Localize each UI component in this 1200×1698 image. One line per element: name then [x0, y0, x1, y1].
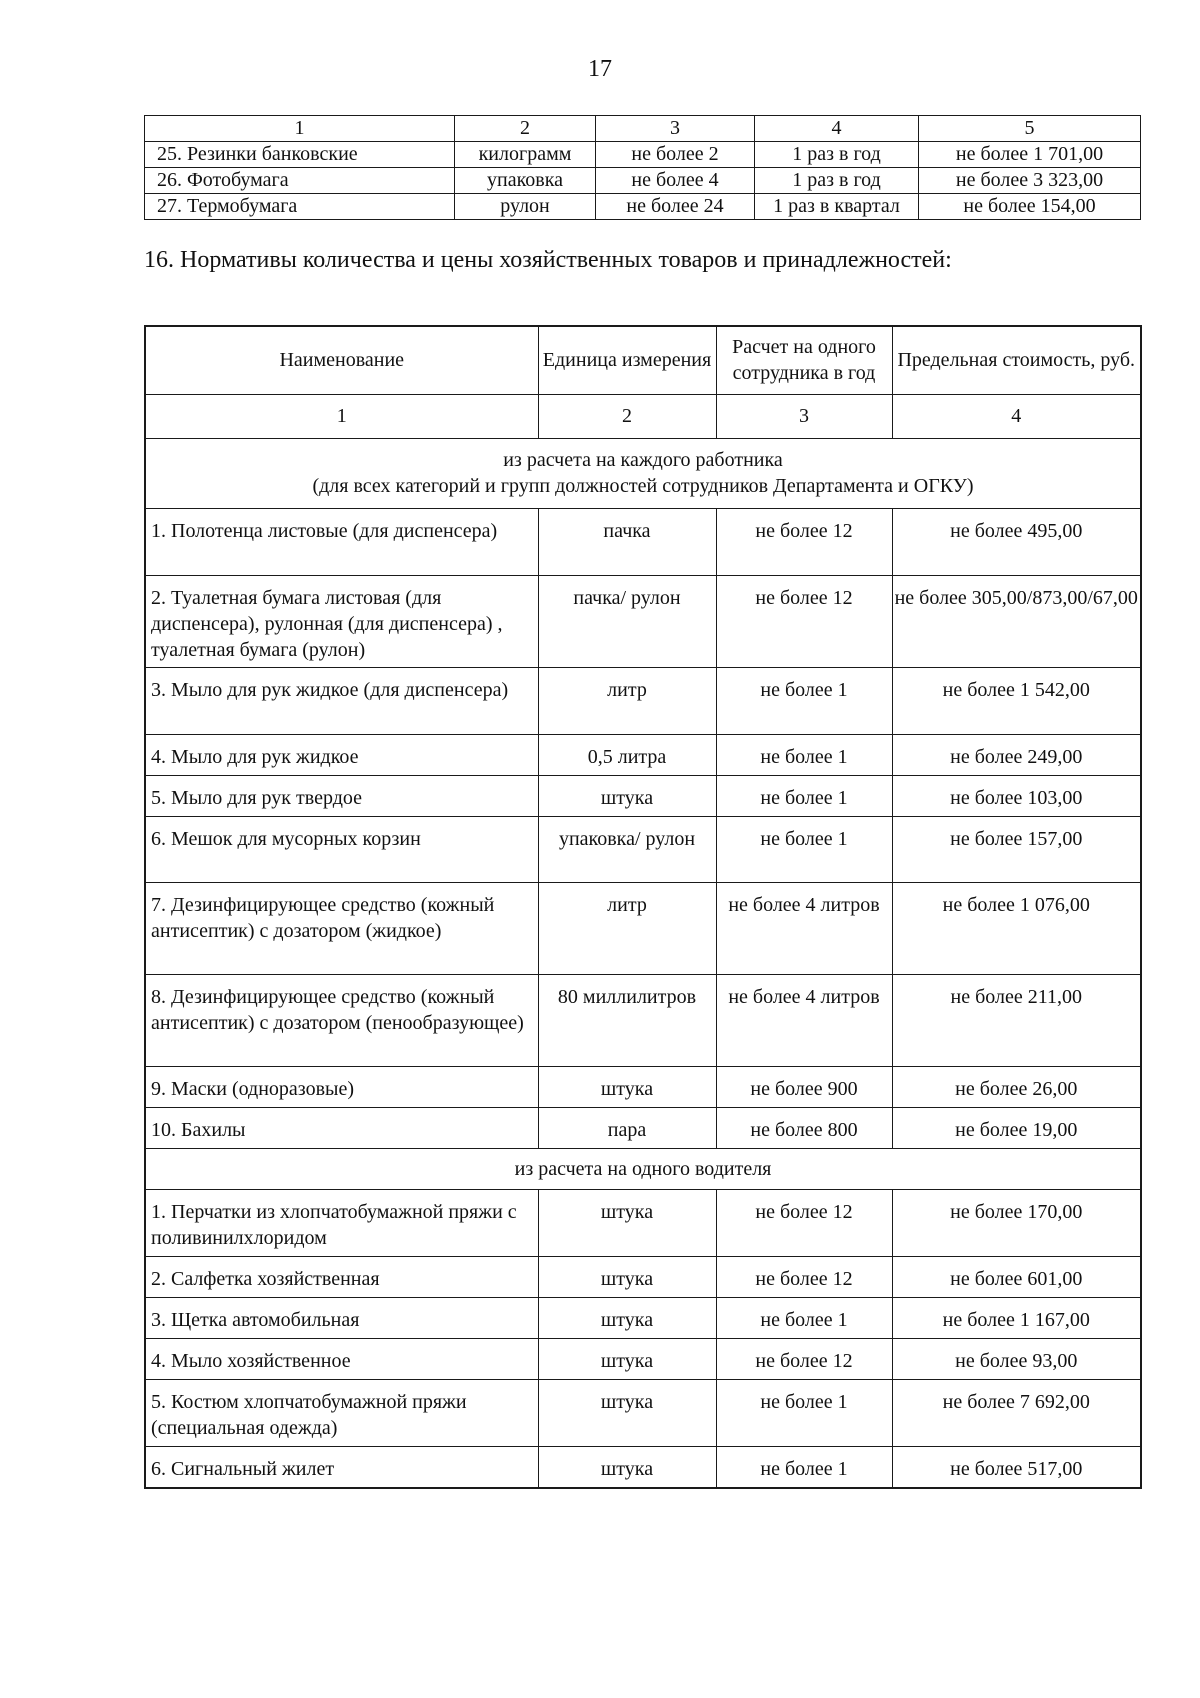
item-quantity: не более 12: [716, 1338, 892, 1379]
column-number: 2: [455, 116, 596, 142]
item-price: не более 1 701,00: [919, 142, 1141, 168]
item-price: не более 601,00: [892, 1256, 1141, 1297]
table-row: [145, 667, 1141, 734]
item-price: не более 26,00: [892, 1066, 1141, 1107]
item-price: не более 249,00: [892, 734, 1141, 775]
table-row: [145, 194, 1141, 220]
header-max-cost: Предельная стоимость, руб.: [892, 326, 1141, 394]
item-price: не более 1 076,00: [892, 882, 1141, 974]
item-unit: 0,5 литра: [538, 734, 716, 775]
table-row: [145, 1297, 1141, 1338]
item-name: 1. Перчатки из хлопчатобумажной пряжи с поливинилхлоридом: [145, 1189, 538, 1256]
item-unit: штука: [538, 1066, 716, 1107]
item-quantity: не более 4: [596, 168, 755, 194]
table-row: [145, 168, 1141, 194]
item-unit: пара: [538, 1107, 716, 1148]
item-name: 4. Мыло для рук жидкое: [145, 734, 538, 775]
item-name: 6. Сигнальный жилет: [145, 1446, 538, 1488]
item-price: не более 1 542,00: [892, 667, 1141, 734]
column-number: 1: [145, 116, 455, 142]
item-quantity: не более 12: [716, 1189, 892, 1256]
item-price: не более 157,00: [892, 816, 1141, 882]
driver-rows: [145, 1189, 1141, 1488]
table-row: [145, 142, 1141, 168]
item-name: 5. Мыло для рук твердое: [145, 775, 538, 816]
column-number-row: [145, 116, 1141, 142]
item-name: 10. Бахилы: [145, 1107, 538, 1148]
item-quantity: не более 1: [716, 1297, 892, 1338]
item-name: 9. Маски (одноразовые): [145, 1066, 538, 1107]
item-quantity: не более 800: [716, 1107, 892, 1148]
item-unit: штука: [538, 1338, 716, 1379]
item-quantity: не более 1: [716, 734, 892, 775]
column-number: 2: [538, 394, 716, 438]
group-header-row: [145, 1148, 1141, 1189]
table-row: [145, 816, 1141, 882]
item-unit: штука: [538, 1189, 716, 1256]
item-price: не более 211,00: [892, 974, 1141, 1066]
item-name: 3. Мыло для рук жидкое (для диспенсера): [145, 667, 538, 734]
item-unit: штука: [538, 1379, 716, 1446]
item-unit: рулон: [455, 194, 596, 220]
item-name: 5. Костюм хлопчатобумажной пряжи (специальная одежда): [145, 1379, 538, 1446]
item-unit: упаковка: [455, 168, 596, 194]
column-number: 1: [145, 394, 538, 438]
item-quantity: не более 2: [596, 142, 755, 168]
item-quantity: не более 1: [716, 1446, 892, 1488]
item-price: не более 93,00: [892, 1338, 1141, 1379]
table-row: [145, 1107, 1141, 1148]
item-quantity: не более 1: [716, 775, 892, 816]
table-row: [145, 882, 1141, 974]
item-price: не более 495,00: [892, 508, 1141, 575]
header-per-employee: Расчет на одного сотрудника в год: [716, 326, 892, 394]
page-number: 17: [588, 56, 612, 82]
item-price: не более 19,00: [892, 1107, 1141, 1148]
item-name: 7. Дезинфицирующее средство (кожный антисептик) с дозатором (жидкое): [145, 882, 538, 974]
item-unit: пачка/ рулон: [538, 575, 716, 667]
table-row: [145, 1338, 1141, 1379]
item-price: не более 7 692,00: [892, 1379, 1141, 1446]
item-unit: штука: [538, 1256, 716, 1297]
table-row: [145, 575, 1141, 667]
item-quantity: не более 1: [716, 667, 892, 734]
item-quantity: не более 900: [716, 1066, 892, 1107]
table-row: [145, 1379, 1141, 1446]
item-unit: штука: [538, 775, 716, 816]
item-frequency: 1 раз в квартал: [755, 194, 919, 220]
item-quantity: не более 24: [596, 194, 755, 220]
table-row: [145, 1446, 1141, 1488]
item-quantity: не более 4 литров: [716, 974, 892, 1066]
item-name: 2. Туалетная бумага листовая (для диспенсера), рулонная (для диспенсера) , туалетная бумага (рулон): [145, 575, 538, 667]
table-row: [145, 508, 1141, 575]
item-quantity: не более 4 литров: [716, 882, 892, 974]
item-price: не более 3 323,00: [919, 168, 1141, 194]
item-name: 26. Фотобумага: [145, 168, 455, 194]
table-row: [145, 974, 1141, 1066]
item-name: 25. Резинки банковские: [145, 142, 455, 168]
item-price: не более 1 167,00: [892, 1297, 1141, 1338]
header-unit: Единица измерения: [538, 326, 716, 394]
group-header-employees: [145, 438, 1141, 508]
item-quantity: не более 12: [716, 1256, 892, 1297]
item-frequency: 1 раз в год: [755, 168, 919, 194]
table-row: [145, 1189, 1141, 1256]
column-number: 3: [716, 394, 892, 438]
item-quantity: не более 12: [716, 575, 892, 667]
item-unit: штука: [538, 1297, 716, 1338]
column-number: 5: [919, 116, 1141, 142]
item-name: 6. Мешок для мусорных корзин: [145, 816, 538, 882]
group-header-line: из расчета на каждого работника: [503, 449, 783, 471]
item-name: 2. Салфетка хозяйственная: [145, 1256, 538, 1297]
employee-rows: [145, 508, 1141, 1148]
item-price: не более 517,00: [892, 1446, 1141, 1488]
item-price: не более 103,00: [892, 775, 1141, 816]
group-header-drivers: из расчета на одного водителя: [145, 1148, 1141, 1189]
item-name: 3. Щетка автомобильная: [145, 1297, 538, 1338]
column-number-row: [145, 394, 1141, 438]
section-heading: 16. Нормативы количества и цены хозяйственных товаров и принадлежностей:: [144, 247, 952, 273]
item-frequency: 1 раз в год: [755, 142, 919, 168]
item-name: 27. Термобумага: [145, 194, 455, 220]
item-price: не более 305,00/873,00/67,00: [892, 575, 1141, 667]
table-row: [145, 734, 1141, 775]
item-unit: пачка: [538, 508, 716, 575]
column-number: 4: [892, 394, 1141, 438]
household-goods-table: [144, 325, 1142, 1489]
table-row: [145, 1256, 1141, 1297]
item-quantity: не более 1: [716, 1379, 892, 1446]
group-header-line: (для всех категорий и групп должностей сотрудников Департамента и ОГКУ): [312, 475, 974, 497]
group-header-row: [145, 438, 1141, 508]
item-unit: литр: [538, 667, 716, 734]
item-unit: штука: [538, 1446, 716, 1488]
item-price: не более 170,00: [892, 1189, 1141, 1256]
item-name: 4. Мыло хозяйственное: [145, 1338, 538, 1379]
items-table-continuation: [144, 115, 1141, 220]
item-price: не более 154,00: [919, 194, 1141, 220]
table-row: [145, 775, 1141, 816]
item-unit: литр: [538, 882, 716, 974]
item-name: 8. Дезинфицирующее средство (кожный антисептик) с дозатором (пенообразующее): [145, 974, 538, 1066]
item-unit: 80 миллилитров: [538, 974, 716, 1066]
column-number: 3: [596, 116, 755, 142]
header-row: [145, 326, 1141, 394]
item-quantity: не более 12: [716, 508, 892, 575]
item-name: 1. Полотенца листовые (для диспенсера): [145, 508, 538, 575]
item-unit: упаковка/ рулон: [538, 816, 716, 882]
item-unit: килограмм: [455, 142, 596, 168]
item-quantity: не более 1: [716, 816, 892, 882]
column-number: 4: [755, 116, 919, 142]
header-name: Наименование: [145, 326, 538, 394]
table-row: [145, 1066, 1141, 1107]
